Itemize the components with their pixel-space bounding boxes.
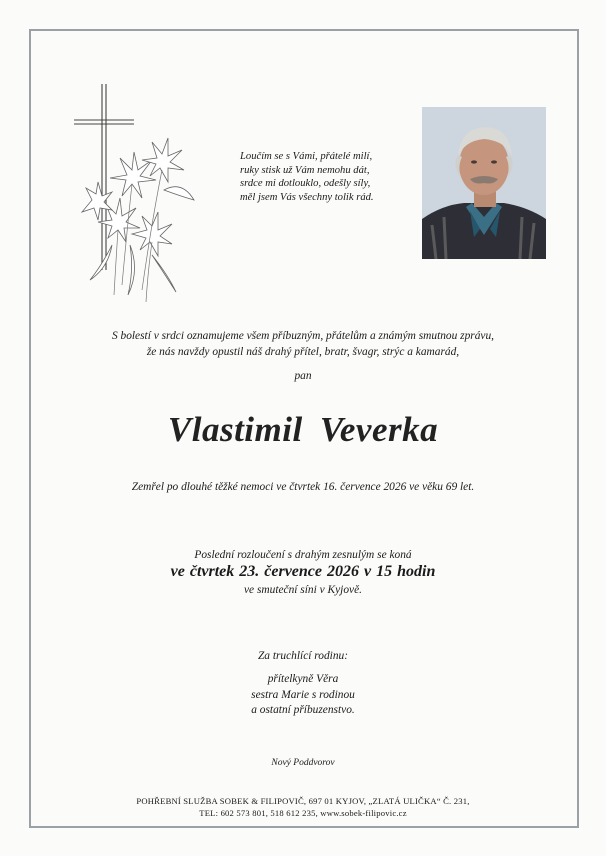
poem-line: měl jsem Vás všechny tolik rád. xyxy=(240,191,374,203)
announcement-line: že nás navždy opustil náš drahý přítel, bratr, švagr, strýc a kamarád, xyxy=(146,346,460,358)
mourners-title: Za truchlící rodinu: xyxy=(257,650,349,662)
title-pan: pan xyxy=(294,370,312,382)
deceased-name: Vlastimil Veverka xyxy=(167,410,439,449)
mourner-line: a ostatní příbuzenstvo. xyxy=(251,704,355,716)
poem-line: srdce mi dotlouklo, odešly síly, xyxy=(240,178,371,190)
mourner-line: sestra Marie s rodinou xyxy=(251,688,355,701)
farewell-intro: Poslední rozloučení s drahým zesnulým se koná xyxy=(194,549,412,561)
portrait-image xyxy=(422,107,546,259)
farewell-place: ve smuteční síni v Kyjově. xyxy=(244,584,362,596)
poem xyxy=(240,150,415,204)
portrait-photo xyxy=(422,107,546,259)
footer-contact: TEL: 602 573 801, 518 612 235, www.sobek-filipovic.cz xyxy=(199,807,407,818)
mourner-line: přítelkyně Věra xyxy=(267,673,339,685)
cross-with-lilies-icon xyxy=(72,80,200,310)
footer-address: POHŘEBNÍ SLUŽBA SOBEK & FILIPOVIČ, 697 01 KYJOV, „ZLATÁ ULIČKA“ Č. 231, xyxy=(136,796,470,806)
farewell-date: ve čtvrtek 23. července 2026 v 15 hodin xyxy=(170,563,436,580)
village-name: Nový Poddvorov xyxy=(271,758,335,768)
announcement xyxy=(32,328,574,360)
mourners-list xyxy=(32,672,574,719)
funeral-service-footer xyxy=(32,796,574,819)
poem-line: Loučím se s Vámi, přátelé milí, xyxy=(240,151,373,162)
poem-line: ruky stisk už Vám nemohu dát, xyxy=(240,164,370,176)
announcement-line: S bolestí v srdci oznamujeme všem příbuzným, přátelům a známým smutnou zprávu, xyxy=(111,330,495,342)
death-notice: Zemřel po dlouhé těžké nemoci ve čtvrtek 16. července 2026 ve věku 69 let. xyxy=(131,481,475,493)
